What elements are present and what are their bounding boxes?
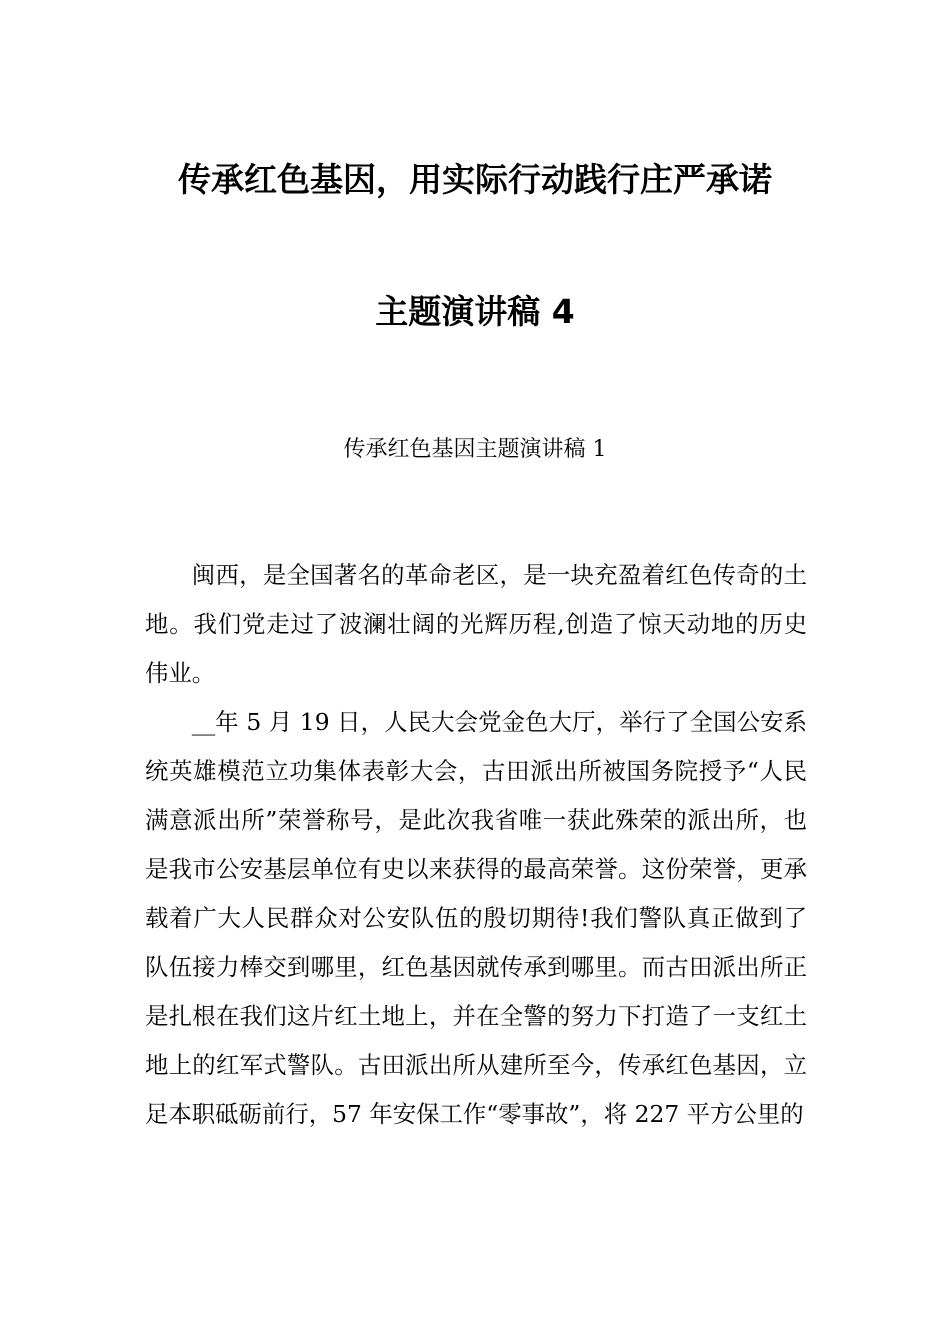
- document-title-line-2: 主题演讲稿 4: [375, 292, 575, 331]
- document-body: [145, 551, 807, 1139]
- document-subtitle: 传承红色基因主题演讲稿 1: [343, 437, 607, 462]
- body-paragraph-2: __年 5 月 19 日，人民大会党金色大厅，举行了全国公安系统英雄模范立功集体表彰大会，古田派出所被国务院授予“人民满意派出所”荣誉称号，是此次我省唯一获此殊荣的派出所，也是我市公安基层单位有史以来获得的最高荣誉。这份荣誉，更承载着广大人民群众对公安队伍的殷切期待!我们警队真正做到了队伍接力棒交到哪里，红色基因就传承到哪里。而古田派出所正是扎根在我们这片红土地上，并在全警的努力下打造了一支红土地上的红军式警队。古田派出所从建所至今，传承红色基因，立足本职砥砺前行，57 年安保工作“零事故”，将 227 平方公里的: [145, 708, 807, 1128]
- document-title-line-1: 传承红色基因，用实际行动践行庄严承诺: [178, 160, 772, 199]
- body-paragraph-1: 闽西，是全国著名的革命老区，是一块充盈着红色传奇的土地。我们党走过了波澜壮阔的光辉历程,创造了惊天动地的历史伟业。: [145, 561, 807, 687]
